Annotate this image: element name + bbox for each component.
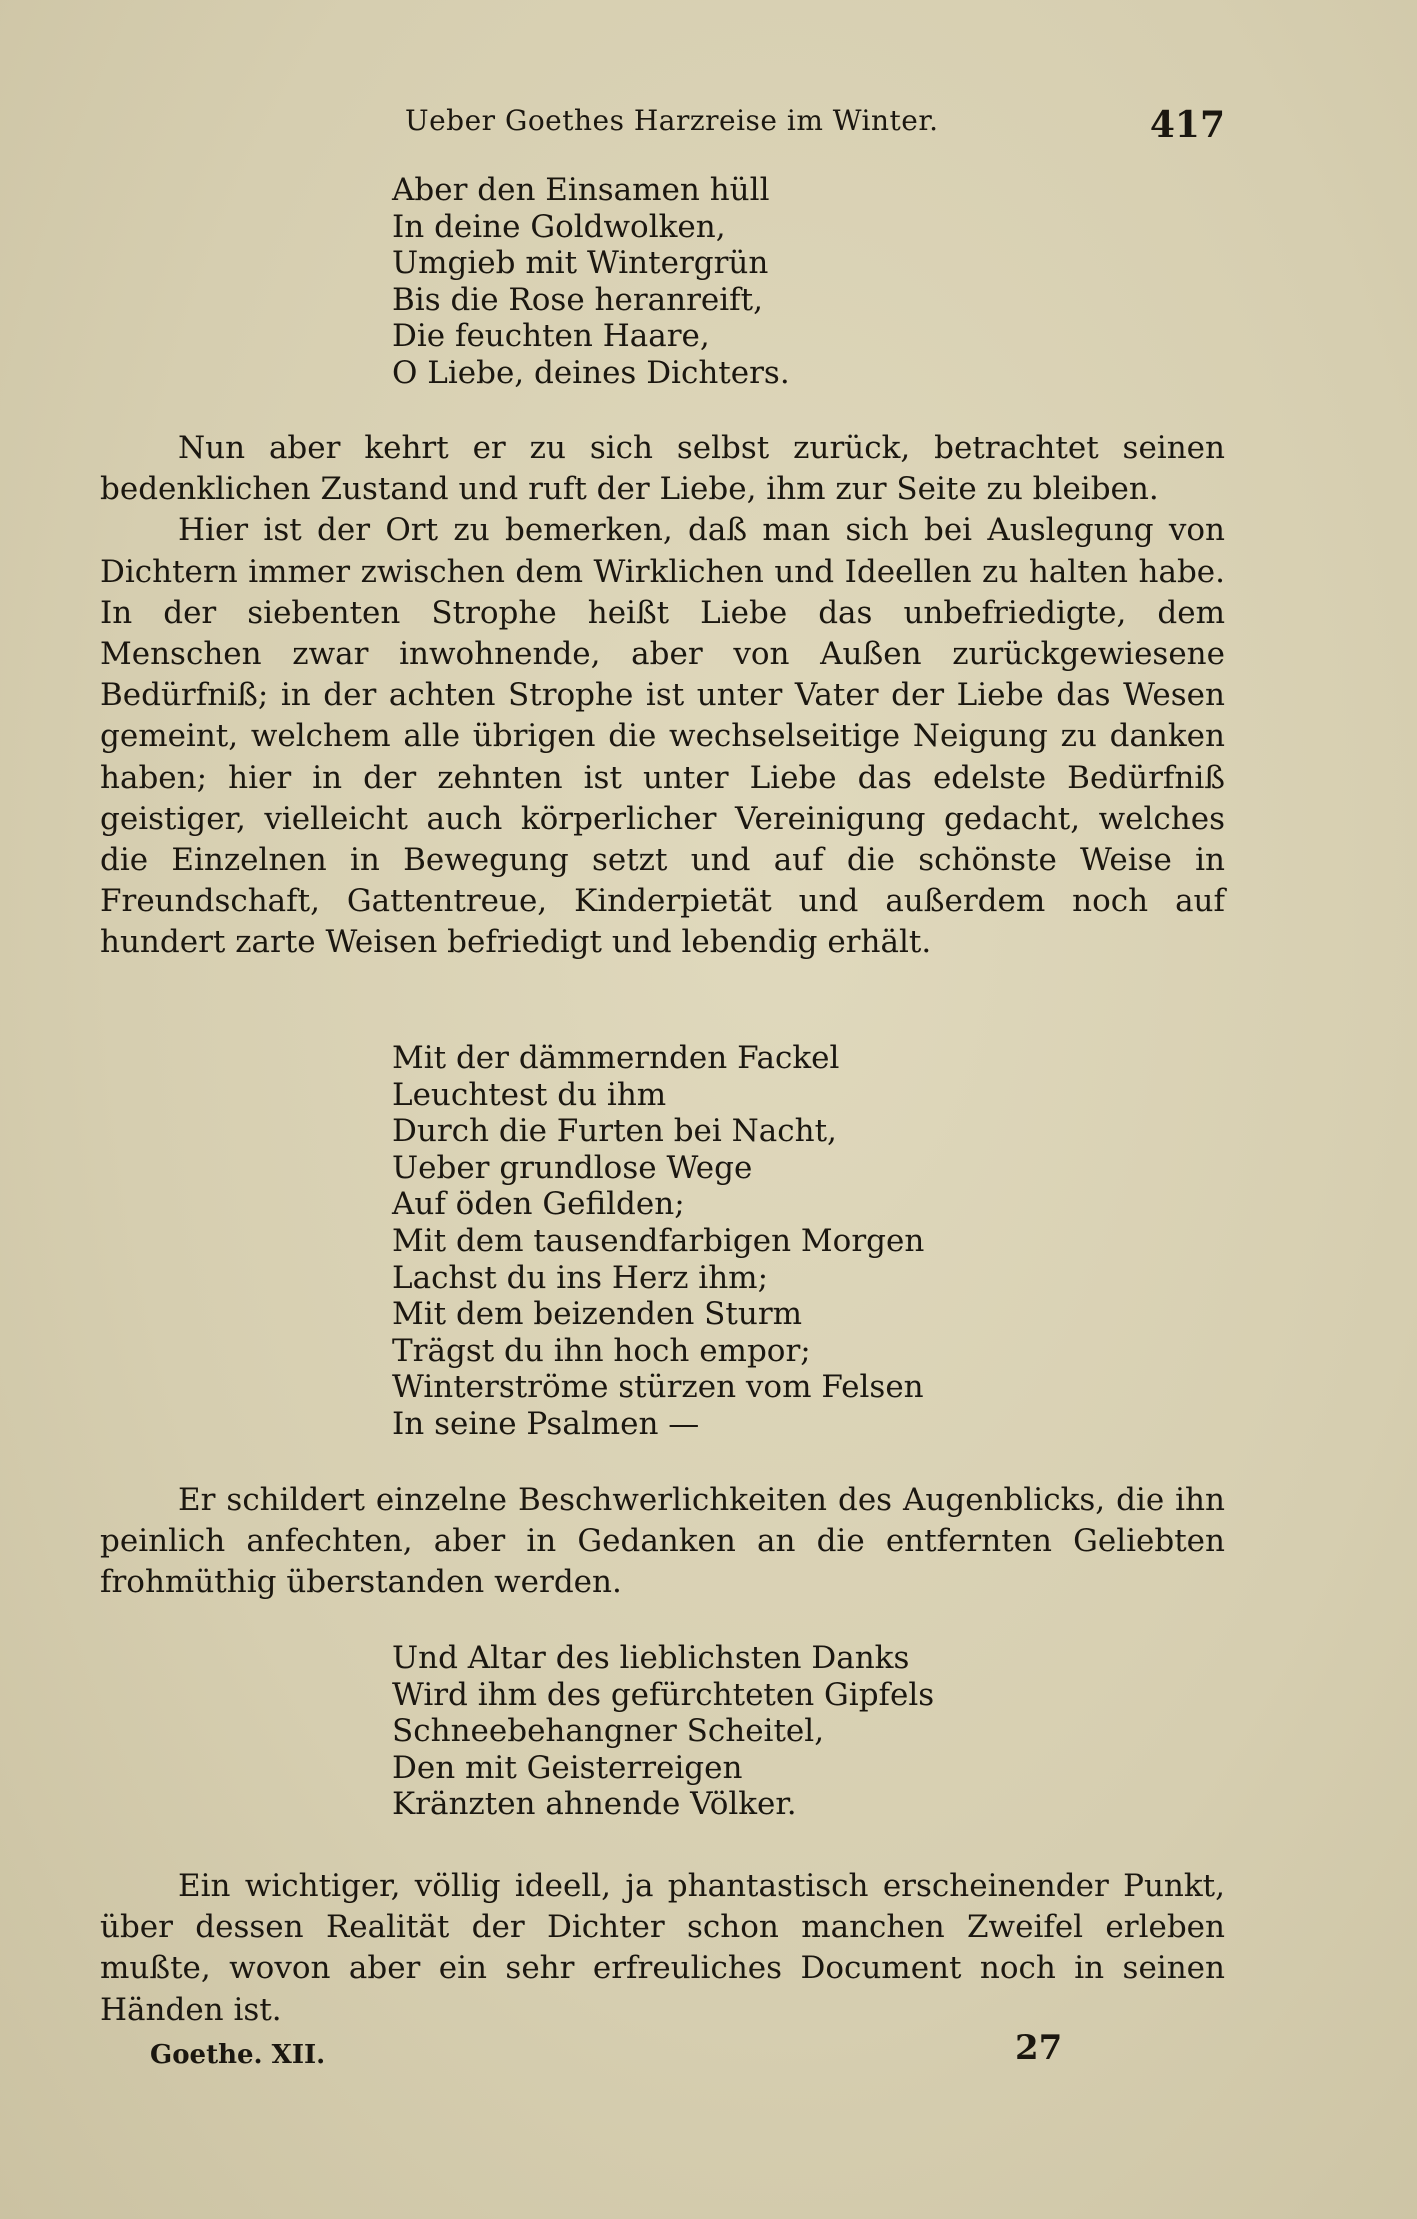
- verse-line: Mit dem tausendfarbigen Morgen: [392, 1222, 925, 1259]
- running-head: Ueber Goethes Harzreise im Winter.: [405, 104, 939, 137]
- verse-line: Ueber grundlose Wege: [392, 1149, 753, 1186]
- verse-line: Lachst du ins Herz ihm;: [392, 1259, 769, 1296]
- page-number: 417: [1149, 104, 1225, 146]
- verse-line: Winterströme stürzen vom Felsen: [392, 1369, 924, 1406]
- verse-line: In seine Psalmen —: [392, 1405, 700, 1442]
- stanza-2: [392, 1040, 924, 1443]
- paragraph: Er schildert einzelne Beschwerlichkeiten des Augenblicks, die ihn peinlich anfechten, aber in Gedanken an die entfernten Geliebten frohmüthig überstanden werden.: [100, 1482, 1225, 1601]
- verse-line: Schneebehangner Scheitel,: [392, 1713, 825, 1750]
- stanza-3: [392, 1640, 934, 1823]
- verse-line: Mit dem beizenden Sturm: [392, 1296, 803, 1333]
- verse-line: Kränzten ahnende Völker.: [392, 1786, 797, 1823]
- verse-line: In deine Goldwolken,: [392, 208, 726, 245]
- verse-line: Aber den Einsamen hüll: [392, 172, 770, 208]
- verse-line: Den mit Geisterreigen: [392, 1749, 743, 1786]
- verse-line: Wird ihm des gefürchteten Gipfels: [392, 1676, 935, 1713]
- verse-line: Bis die Rose heranreift,: [392, 281, 763, 318]
- verse-line: Leuchtest du ihm: [392, 1076, 667, 1113]
- sheet-number: 27: [1015, 2028, 1063, 2068]
- verse-line: Und Altar des lieblichsten Danks: [392, 1640, 910, 1676]
- verse-line: Trägst du ihn hoch empor;: [392, 1332, 811, 1369]
- paragraph: Hier ist der Ort zu bemerken, daß man sich bei Auslegung von Dichtern immer zwischen dem Wirklichen und Ideellen zu halten habe. In der siebenten Strophe heißt Liebe das unbefriedigte, dem Menschen zwar inwohnende, aber von Außen zurückgewiesene Bedürfniß; in der achten Strophe ist unter Vater der Liebe das Wesen gemeint, welchem alle übrigen die wechselseitige Neigung zu danken haben; hier in der zehnten ist unter Liebe das edelste Bedürfniß geistiger, vielleicht auch körperlicher Vereinigung gedacht, welches die Einzelnen in Bewegung setzt und auf die schönste Weise in Freundschaft, Gattentreue, Kinderpietät und außerdem noch auf hundert zarte Weisen befriedigt und lebendig erhält.: [100, 512, 1225, 961]
- signature-mark: Goethe. XII.: [150, 2040, 326, 2070]
- prose-block-2: [100, 1480, 1225, 1604]
- stanza-1: [392, 172, 790, 392]
- verse-line: Auf öden Gefilden;: [392, 1186, 685, 1223]
- page-header: [100, 104, 1225, 154]
- verse-line: Umgieb mit Wintergrün: [392, 245, 769, 282]
- paragraph: Nun aber kehrt er zu sich selbst zurück, betrachtet seinen bedenklichen Zustand und ruft der Liebe, ihm zur Seite zu bleiben.: [100, 430, 1225, 508]
- verse-line: O Liebe, deines Dichters.: [392, 354, 790, 391]
- verse-line: Die feuchten Haare,: [392, 318, 710, 355]
- prose-block-1: [100, 428, 1225, 964]
- paragraph: Ein wichtiger, völlig ideell, ja phantastisch erscheinender Punkt, über dessen Realität der Dichter schon manchen Zweifel erleben mußte, wovon aber ein sehr erfreuliches Document noch in seinen Händen ist.: [100, 1868, 1225, 2028]
- prose-block-3: [100, 1866, 1225, 2031]
- verse-line: Mit der dämmernden Fackel: [392, 1040, 840, 1076]
- verse-line: Durch die Furten bei Nacht,: [392, 1113, 837, 1150]
